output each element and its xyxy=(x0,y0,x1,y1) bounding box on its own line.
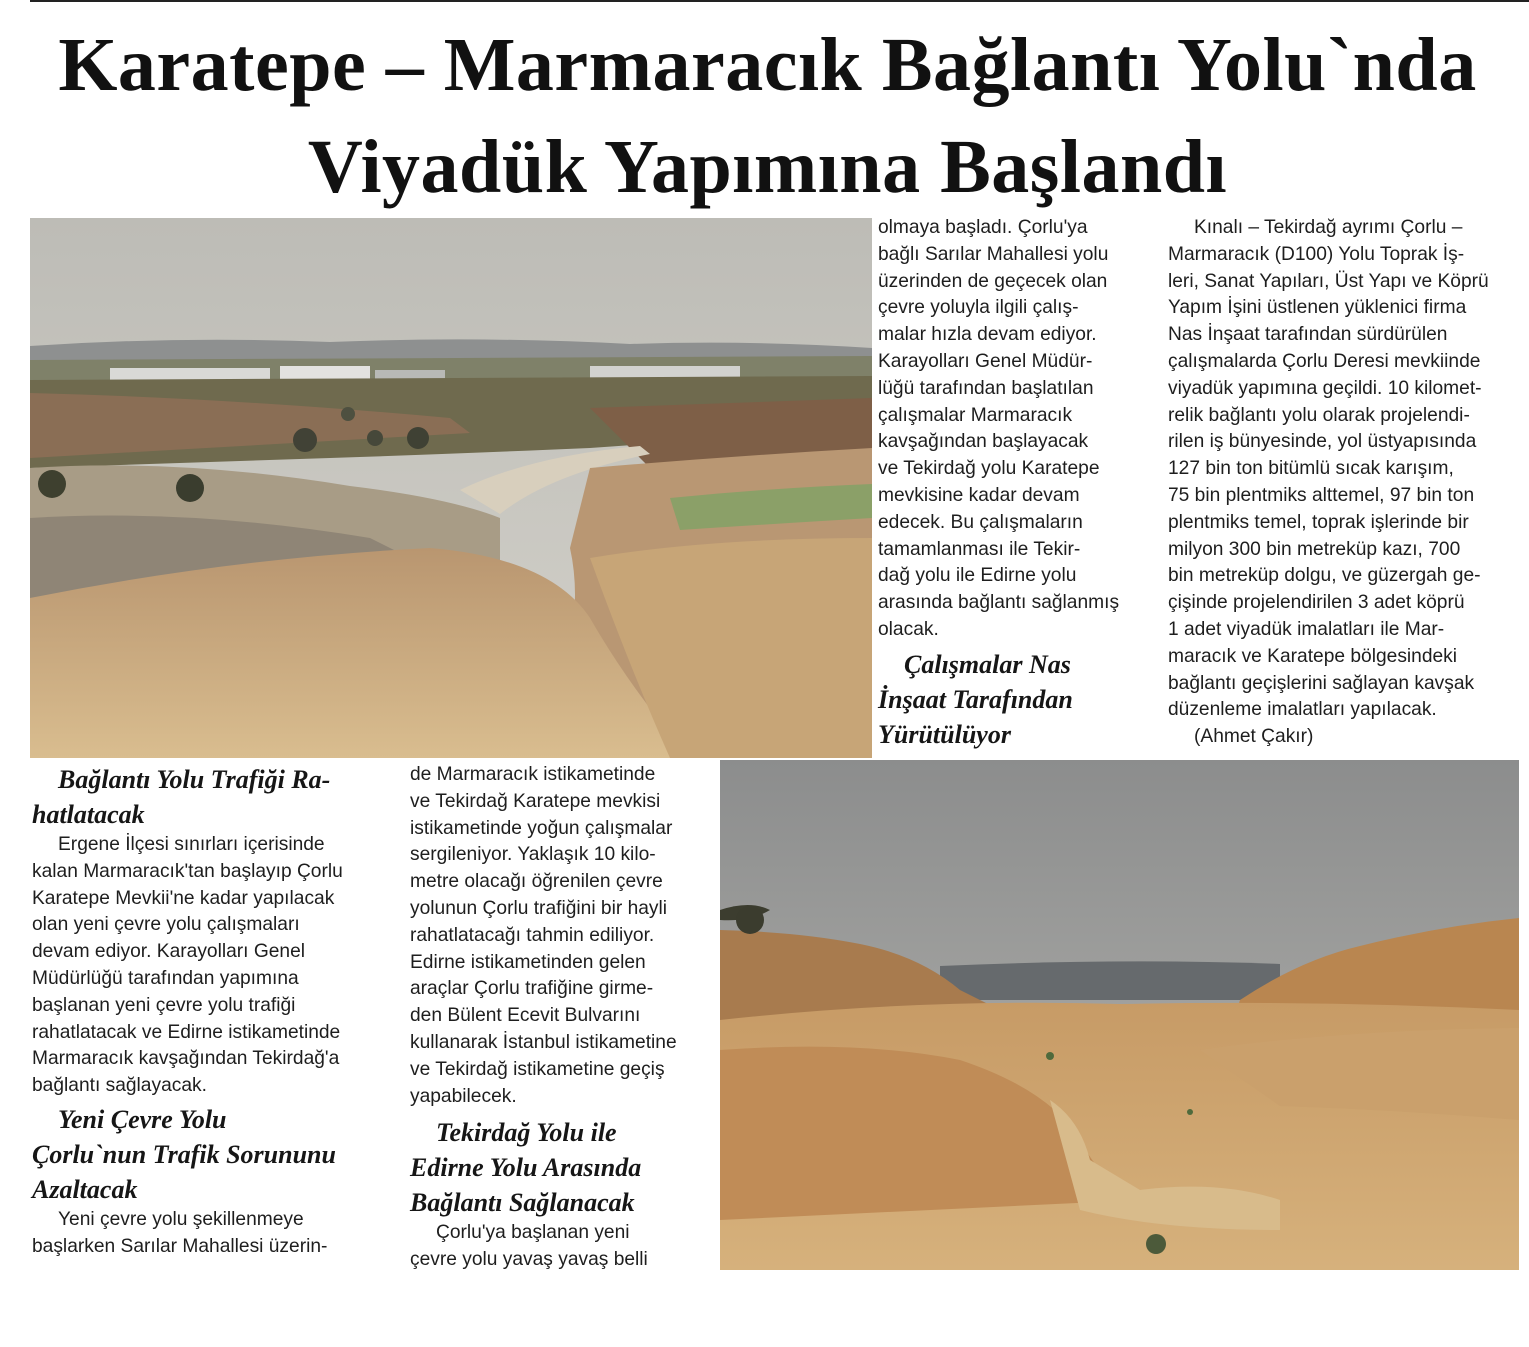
text-line: Yapım İşini üstlenen yüklenici firma xyxy=(1168,297,1467,319)
text-line: çalışmalarda Çorlu Deresi mevkiinde xyxy=(1168,350,1481,372)
text-line: olmaya başladı. Çorlu'ya xyxy=(878,217,1088,238)
text-line: Karayolları Genel Müdür- xyxy=(878,350,1093,372)
column-middle-paragraph-1 xyxy=(410,762,715,1110)
headline-line-2: Viyadük Yapımına Başlandı xyxy=(307,125,1228,209)
text-line: Marmaracık kavşağından Tekirdağ'a xyxy=(32,1048,340,1070)
text-line: kalan Marmaracık'tan başlayıp Çorlu xyxy=(32,860,343,882)
column-left xyxy=(32,762,377,1261)
subhead-line: Tekirdağ Yolu ile xyxy=(436,1118,617,1148)
text-line: istikametinde yoğun çalışmalar xyxy=(410,817,673,839)
text-line: rahatlatacak ve Edirne istikametinde xyxy=(32,1021,341,1043)
text-line: Yeni çevre yolu şekillenmeye xyxy=(58,1208,304,1230)
text-line: Marmaracık (D100) Yolu Toprak İş- xyxy=(1168,243,1465,265)
text-line: rilen iş bünyesinde, yol üstyapısında xyxy=(1168,431,1477,453)
headline xyxy=(30,14,1505,218)
subhead-line: Bağlantı Sağlanacak xyxy=(410,1188,635,1218)
headline-line-1: Karatepe – Marmaracık Bağlantı Yolu`nda xyxy=(58,23,1477,107)
photo-excavation-valley xyxy=(720,760,1519,1270)
text-line: bağlantı sağlayacak. xyxy=(32,1075,207,1097)
text-line: çevre yoluyla ilgili çalış- xyxy=(878,297,1079,319)
text-line: Ergene İlçesi sınırları içerisinde xyxy=(58,834,325,855)
text-line: tamamlanması ile Tekir- xyxy=(878,538,1081,560)
text-line: dağ yolu ile Edirne yolu xyxy=(878,565,1077,587)
text-line: bağlantı geçişlerini sağlayan kavşak xyxy=(1168,672,1475,694)
text-line: viyadük yapımına geçildi. 10 kilomet- xyxy=(1168,377,1482,399)
text-line: ve Tekirdağ yolu Karatepe xyxy=(878,458,1100,480)
text-line: üzerinden de geçecek olan xyxy=(878,270,1108,292)
column-right-2 xyxy=(1168,215,1518,751)
subhead-line: Çalışmalar Nas xyxy=(904,649,1071,679)
subhead-line: Çorlu`nun Trafik Sorununu xyxy=(32,1139,336,1169)
column-left-paragraph-1 xyxy=(32,832,377,1100)
subhead-line: Yürütülüyor xyxy=(878,719,1011,749)
text-line: 75 bin plentmiks alttemel, 97 bin ton xyxy=(1168,484,1475,506)
text-line: yapabilecek. xyxy=(410,1085,517,1107)
text-line: leri, Sanat Yapıları, Üst Yapı ve Köprü xyxy=(1168,270,1489,292)
text-line: 1 adet viyadük imalatları ile Mar- xyxy=(1168,618,1445,640)
subhead-nas-insaat xyxy=(878,647,1150,752)
text-line: ve Tekirdağ istikametine geçiş xyxy=(410,1058,665,1080)
column-right-2-paragraph xyxy=(1168,215,1518,724)
text-line: edecek. Bu çalışmaların xyxy=(878,511,1083,533)
text-line: de Marmaracık istikametinde xyxy=(410,764,656,785)
text-line: çişinde projelendirilen 3 adet köprü xyxy=(1168,592,1465,614)
text-line: araçlar Çorlu trafiğine girme- xyxy=(410,978,654,1000)
text-line: olan yeni çevre yolu çalışmaları xyxy=(32,914,300,936)
text-line: çevre yolu yavaş yavaş belli xyxy=(410,1249,648,1271)
text-line: Kınalı – Tekirdağ ayrımı Çorlu – xyxy=(1194,217,1463,238)
text-line: malar hızla devam ediyor. xyxy=(878,324,1097,346)
text-line: ve Tekirdağ Karatepe mevkisi xyxy=(410,790,661,812)
text-line: plentmiks temel, toprak işlerinde bir xyxy=(1168,511,1469,533)
text-line: relik bağlantı yolu olarak projelendi- xyxy=(1168,404,1470,426)
subhead-line: hatlatacak xyxy=(32,800,145,829)
text-line: metre olacağı öğrenilen çevre xyxy=(410,871,663,893)
subhead-yeni-cevre-yolu xyxy=(32,1102,377,1207)
text-line: olacak. xyxy=(878,618,939,640)
text-line: maracık ve Karatepe bölgesindeki xyxy=(1168,645,1458,667)
subhead-tekirdag-yolu xyxy=(410,1115,715,1220)
text-line: 127 bin ton bitümlü sıcak karışım, xyxy=(1168,458,1454,480)
text-line: çalışmalar Marmaracık xyxy=(878,404,1073,426)
text-line: Müdürlüğü tarafından yapımına xyxy=(32,967,299,989)
text-line: yolunun Çorlu trafiğini bir hayli xyxy=(410,897,668,919)
top-rule xyxy=(30,0,1529,2)
subhead-baglanti-yolu xyxy=(32,762,377,832)
text-line: rahatlatacağı tahmin ediliyor. xyxy=(410,924,655,946)
column-left-paragraph-2 xyxy=(32,1207,377,1261)
text-line: arasında bağlantı sağlanmış xyxy=(878,592,1120,614)
photo-road-construction xyxy=(30,218,872,758)
text-line: başlarken Sarılar Mahallesi üzerin- xyxy=(32,1235,328,1257)
text-line: milyon 300 bin metreküp kazı, 700 xyxy=(1168,538,1461,560)
text-line: düzenleme imalatları yapılacak. xyxy=(1168,699,1437,721)
column-right-1-paragraph xyxy=(878,215,1150,644)
text-line: lüğü tarafından başlatılan xyxy=(878,377,1094,399)
subhead-line: Bağlantı Yolu Trafiği Ra- xyxy=(58,765,331,794)
text-line: mevkisine kadar devam xyxy=(878,484,1080,506)
text-line: Edirne istikametinden gelen xyxy=(410,951,646,973)
column-middle xyxy=(410,762,715,1274)
text-line: sergileniyor. Yaklaşık 10 kilo- xyxy=(410,844,656,866)
text-line: den Bülent Ecevit Bulvarını xyxy=(410,1005,641,1027)
text-line: başlanan yeni çevre yolu trafiği xyxy=(32,994,296,1016)
byline: (Ahmet Çakır) xyxy=(1194,726,1314,748)
text-line: kavşağından başlayacak xyxy=(878,431,1089,453)
subhead-line: İnşaat Tarafından xyxy=(878,684,1073,714)
column-right-1 xyxy=(878,215,1150,752)
text-line: kullanarak İstanbul istikametine xyxy=(410,1031,677,1053)
subhead-line: Azaltacak xyxy=(32,1174,138,1204)
text-line: Çorlu'ya başlanan yeni xyxy=(436,1222,630,1244)
column-middle-paragraph-2 xyxy=(410,1220,715,1274)
text-line: Karatepe Mevkii'ne kadar yapılacak xyxy=(32,887,335,909)
text-line: devam ediyor. Karayolları Genel xyxy=(32,941,306,963)
text-line: bin metreküp dolgu, ve güzergah ge- xyxy=(1168,565,1481,587)
text-line: Nas İnşaat tarafından sürdürülen xyxy=(1168,324,1448,346)
subhead-line: Yeni Çevre Yolu xyxy=(58,1104,227,1134)
text-line: bağlı Sarılar Mahallesi yolu xyxy=(878,243,1109,265)
subhead-line: Edirne Yolu Arasında xyxy=(410,1153,642,1183)
